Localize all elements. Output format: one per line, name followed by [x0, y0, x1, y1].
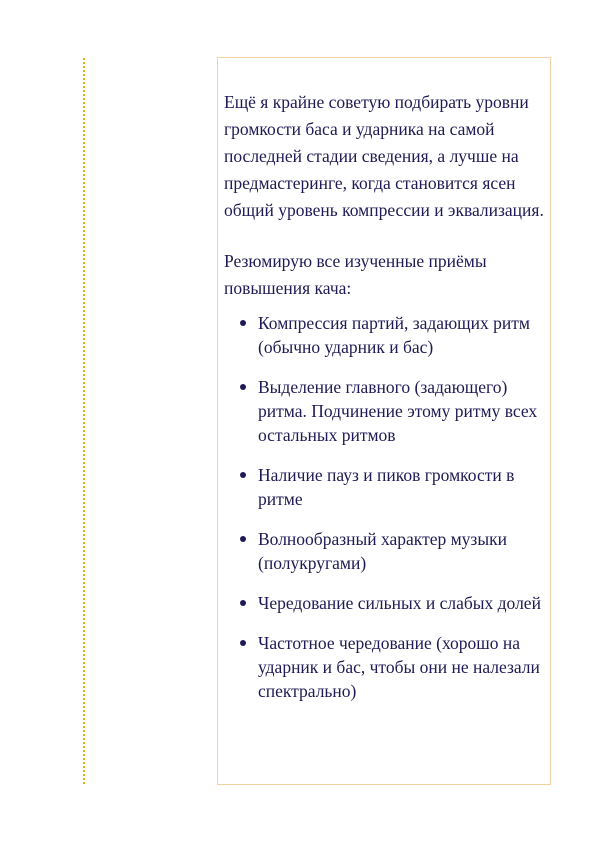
list-item-text: Чередование сильных и слабых долей: [258, 593, 541, 613]
page-content: [224, 89, 544, 719]
list-item: [224, 591, 544, 615]
list-item: [224, 631, 544, 703]
list-item-text: Частотное чередование (хорошо на ударник и бас, чтобы они не налезали спектрально): [258, 633, 540, 701]
bullet-icon: [240, 384, 246, 390]
bullet-icon: [240, 320, 246, 326]
techniques-list: [224, 311, 544, 703]
bullet-icon: [240, 472, 246, 478]
bullet-icon: [240, 640, 246, 646]
list-item-text: Выделение главного (задающего) ритма. Подчинение этому ритму всех остальных ритмов: [258, 377, 538, 445]
bullet-icon: [240, 536, 246, 542]
list-item: [224, 463, 544, 511]
list-item-text: Компрессия партий, задающих ритм (обычно ударник и бас): [258, 313, 530, 357]
list-item: [224, 375, 544, 447]
list-item-text: Волнообразный характер музыки (полукругами): [258, 529, 507, 573]
list-item-text: Наличие пауз и пиков громкости в ритме: [258, 465, 515, 509]
paragraph-summary-lead: Резюмирую все изученные приёмы повышения кача:: [224, 251, 487, 298]
list-item: [224, 311, 544, 359]
list-item: [224, 527, 544, 575]
margin-dotted-rule: [83, 58, 85, 784]
paragraph-intro: Ещё я крайне советую подбирать уровни громкости баса и ударника на самой последней стадии сведения, а лучше на предмастеринге, когда становится ясен общий уровень компрессии и эквализация.: [224, 92, 544, 220]
bullet-icon: [240, 600, 246, 606]
